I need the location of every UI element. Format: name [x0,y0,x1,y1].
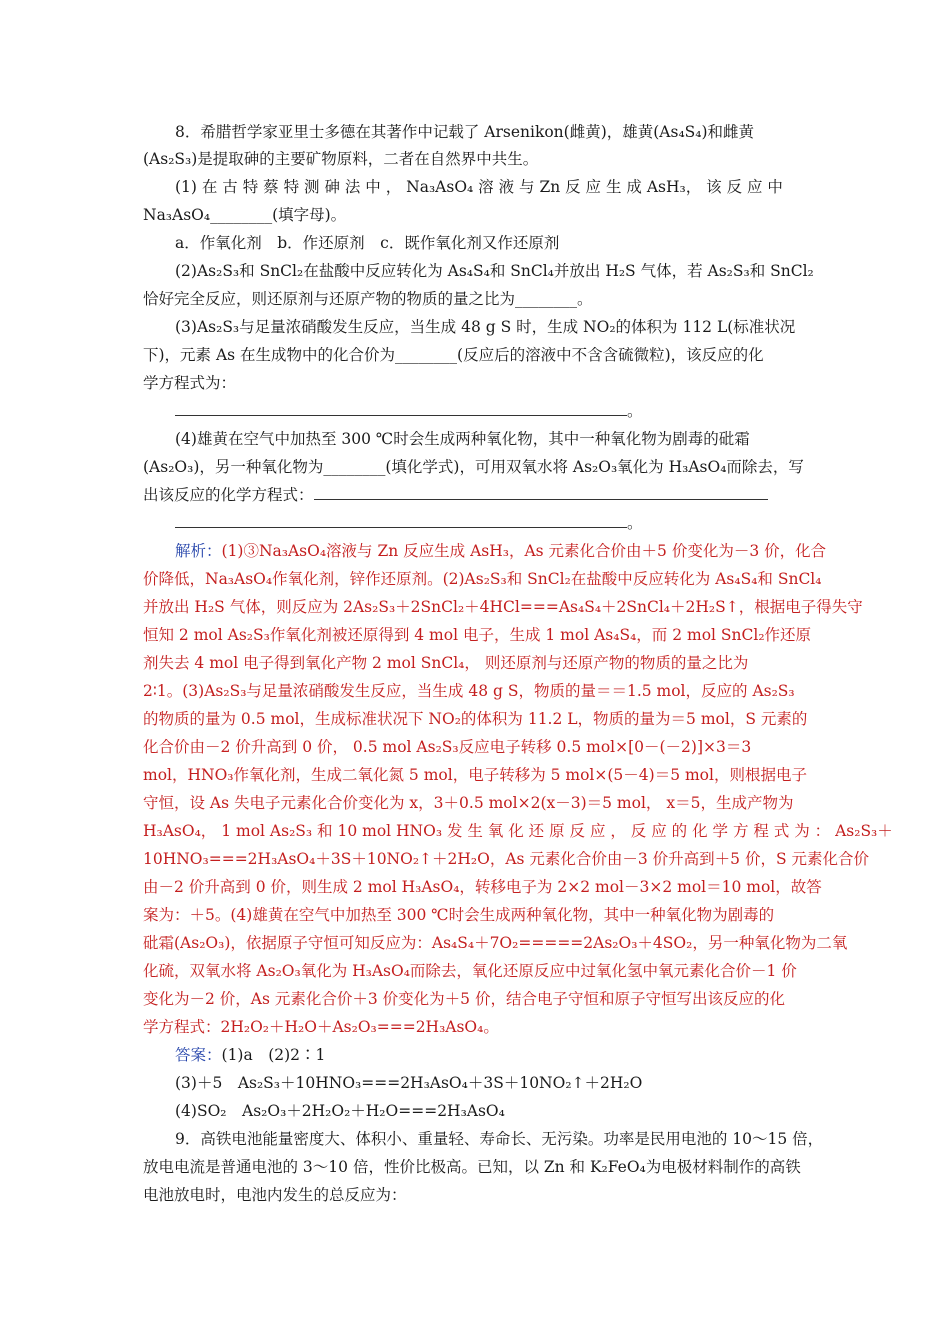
q8-part4-line-1: (4)雄黄在空气中加热至 300 ℃时会生成两种氧化物，其中一种氧化物为剧毒的砒霜 [175,430,750,448]
q9-line-3: 电池放电时，电池内发生的总反应为： [143,1186,407,1204]
q8-stem-line-2: (As₂S₃)是提取砷的主要矿物原料，二者在自然界中共生。 [143,150,539,168]
answer-line-1: 答案：(1)a (2)2∶1 [175,1046,326,1064]
analysis-line: 10HNO₃===2H₃AsO₄＋3S＋10NO₂↑＋2H₂O，As 元素化合价由－3 价升高到＋5 价，S 元素化合价 [143,850,870,868]
analysis-line: 变化为－2 价，As 元素化合价＋3 价变化为＋5 价，结合电子守恒和原子守恒写出该反应的化 [143,990,785,1008]
q8-part3-answer-line: 。 [175,400,643,422]
q8-part4-line-3: 出该反应的化学方程式： [143,484,768,506]
q8-part1-line-1: (1) 在 古 特 蔡 特 测 砷 法 中 ， Na₃AsO₄ 溶 液 与 Zn 反 应 生 成 AsH₃， 该 反 应 中 [175,178,783,196]
analysis-line: 案为：＋5。(4)雄黄在空气中加热至 300 ℃时会生成两种氧化物，其中一种氧化物为剧毒的 [143,906,775,924]
q8-part4-answer-line: 。 [175,512,643,534]
analysis-line: 2∶1。(3)As₂S₃与足量浓硝酸发生反应，当生成 48 g S，物质的量＝＝1.5 mol，反应的 As₂S₃ [143,682,795,700]
answer-blank[interactable] [175,401,627,416]
analysis-line: H₃AsO₄， 1 mol As₂S₃ 和 10 mol HNO₃ 发 生 氧 化 还 原 反 应 ， 反 应 的 化 学 方 程 式 为 ： As₂S₃＋ [143,822,893,840]
analysis-line: 剂失去 4 mol 电子得到氧化产物 2 mol SnCl₄， 则还原剂与还原产物的物质的量之比为 [143,654,749,672]
q8-part3-line-2: 下)，元素 As 在生成物中的化合价为________(反应后的溶液中不含含硫微粒)，该反应的化 [143,346,764,364]
q8-part3-line-3: 学方程式为： [143,374,237,392]
analysis-line: 守恒，设 As 失电子元素化合价变化为 x，3＋0.5 mol×2(x－3)＝5 mol， x＝5，生成产物为 [143,794,794,812]
analysis-line: 化硫，双氧水将 As₂O₃氧化为 H₃AsO₄而除去，氧化还原反应中过氧化氢中氧元素化合价－1 价 [143,962,797,980]
q9-line-1: 9．高铁电池能量密度大、体积小、重量轻、寿命长、无污染。功率是民用电池的 10～15 倍， [175,1130,824,1148]
q8-part3-line-1: (3)As₂S₃与足量浓硝酸发生反应，当生成 48 g S 时，生成 NO₂的体积为 112 L(标准状况 [175,318,796,336]
answer-blank[interactable] [175,513,627,528]
answer-line-3: (4)SO₂ As₂O₃＋2H₂O₂＋H₂O===2H₃AsO₄ [175,1102,505,1120]
answer-label: 答案： [175,1046,222,1064]
analysis-line: 由－2 价升高到 0 价，则生成 2 mol H₃AsO₄，转移电子为 2×2 mol－3×2 mol＝10 mol，故答 [143,878,822,896]
analysis-line-1: 解析：(1)③Na₃AsO₄溶液与 Zn 反应生成 AsH₃，As 元素化合价由＋5 价变化为－3 价，化合 [175,542,827,560]
analysis-line: 价降低，Na₃AsO₄作氧化剂，锌作还原剂。(2)As₂S₃和 SnCl₂在盐酸中反应转化为 As₄S₄和 SnCl₄ [143,570,822,588]
answer-blank[interactable] [314,485,768,500]
answer-line-2: (3)＋5 As₂S₃＋10HNO₃===2H₃AsO₄＋3S＋10NO₂↑＋2H₂O [175,1074,643,1092]
analysis-line: 学方程式：2H₂O₂＋H₂O＋As₂O₃===2H₃AsO₄。 [143,1018,499,1036]
q8-part1-line-2: Na₃AsO₄________(填字母)。 [143,206,347,224]
q8-part2-line-1: (2)As₂S₃和 SnCl₂在盐酸中反应转化为 As₄S₄和 SnCl₄并放出 H₂S 气体，若 As₂S₃和 SnCl₂ [175,262,814,280]
q8-part1-options: a．作氧化剂 b．作还原剂 c．既作氧化剂又作还原剂 [175,234,560,252]
analysis-line: 砒霜(As₂O₃)，依据原子守恒可知反应为：As₄S₄＋7O₂=====2As₂O₃＋4SO₂，另一种氧化物为二氧 [143,934,848,952]
q8-part4-line-2: (As₂O₃)，另一种氧化物为________(填化学式)，可用双氧水将 As₂O₃氧化为 H₃AsO₄而除去，写 [143,458,804,476]
q8-part2-line-2: 恰好完全反应，则还原剂与还原产物的物质的量之比为________。 [143,290,593,308]
q8-stem-line-1: 8．希腊哲学家亚里士多德在其著作中记载了 Arsenikon(雌黄)，雄黄(As₄S₄)和雌黄 [175,123,755,141]
analysis-line: 的物质的量为 0.5 mol，生成标准状况下 NO₂的体积为 11.2 L，物质的量为＝5 mol，S 元素的 [143,710,808,728]
q9-line-2: 放电电流是普通电池的 3～10 倍，性价比极高。已知，以 Zn 和 K₂FeO₄为电极材料制作的高铁 [143,1158,801,1176]
analysis-line: 并放出 H₂S 气体，则反应为 2As₂S₃＋2SnCl₂＋4HCl===As₄S₄＋2SnCl₄＋2H₂S↑，根据电子得失守 [143,598,863,616]
analysis-line: 恒知 2 mol As₂S₃作氧化剂被还原得到 4 mol 电子，生成 1 mol As₄S₄，而 2 mol SnCl₂作还原 [143,626,812,644]
analysis-line: mol，HNO₃作氧化剂，生成二氧化氮 5 mol，电子转移为 5 mol×(5－4)＝5 mol，则根据电子 [143,766,807,784]
analysis-line: 化合价由－2 价升高到 0 价， 0.5 mol As₂S₃反应电子转移 0.5 mol×[0－(－2)]×3＝3 [143,738,752,756]
analysis-label: 解析： [175,542,222,560]
